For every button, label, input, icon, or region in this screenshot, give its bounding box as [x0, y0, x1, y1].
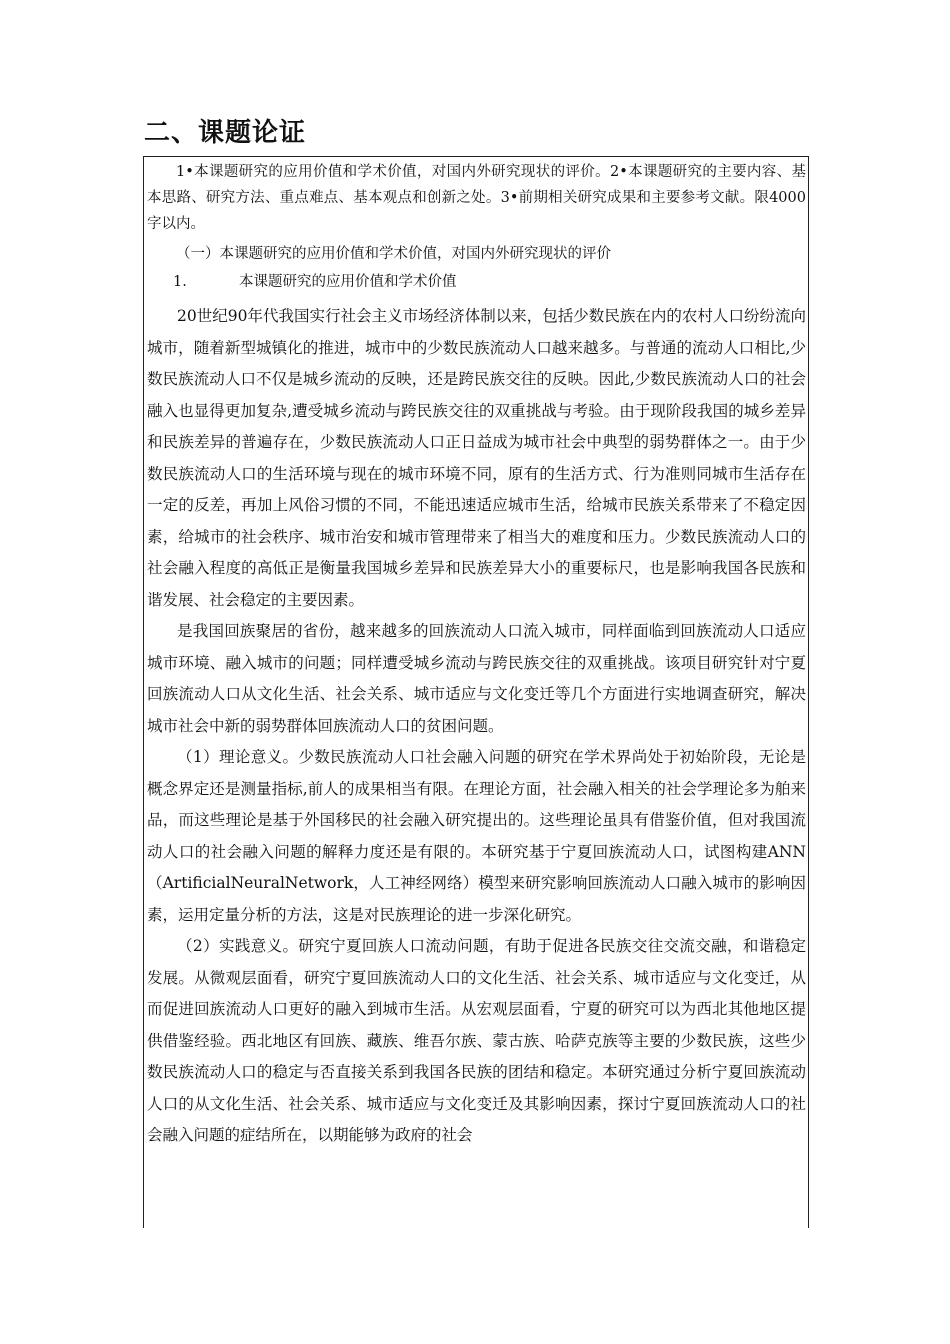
paragraph-practical-significance: （2）实践意义。研究宁夏回族人口流动问题，有助于促进各民族交往交流交融，和谐稳定发展。从微观层面看，研究宁夏回族流动人口的文化生活、社会关系、城市适应与文化变迁，从而促进回族流动人口更好的融入到城市生活。从宏观层面看，宁夏的研究可以为西北其他地区提供借鉴经验。西北地区有回族、藏族、维吾尔族、蒙古族、哈萨克族等主要的少数民族，这些少数民族流动人口的稳定与否直接关系到我国各民族的团结和稳定。本研究通过分析宁夏回族流动人口的从文化生活、社会关系、城市适应与文化变迁及其影响因素，探讨宁夏回族流动人口的社会融入问题的症结所在，以期能够为政府的社会 [147, 937, 806, 1144]
paragraph-background: 20世纪90年代我国实行社会主义市场经济体制以来，包括少数民族在内的农村人口纷纷流向城市，随着新型城镇化的推进，城市中的少数民族流动人口越来越多。与普通的流动人口相比,少数民族流动人口不仅是城乡流动的反映，还是跨民族交往的反映。因此,少数民族流动人口的社会融入也显得更加复杂,遭受城乡流动与跨民族交往的双重挑战与考验。由于现阶段我国的城乡差异和民族差异的普遍存在，少数民族流动人口正日益成为城市社会中典型的弱势群体之一。由于少数民族流动人口的生活环境与现在的城市环境不同，原有的生活方式、行为准则同城市生活存在一定的反差，再加上风俗习惯的不同，不能迅速适应城市生活，给城市民族关系带来了不稳定因素，给城市的社会秩序、城市治安和城市管理带来了相当大的难度和压力。少数民族流动人口的社会融入程度的高低正是衡量我国城乡差异和民族差异大小的重要标尺，也是影响我国各民族和谐发展、社会稳定的主要因素。 [147, 307, 806, 609]
subsection-title: 本课题研究的应用价值和学术价值 [239, 274, 457, 290]
page-title: 二、课题论证 [144, 118, 307, 148]
instructions-text: 1•本课题研究的应用价值和学术价值，对国内外研究现状的评价。2•本课题研究的主要内容、基本思路、研究方法、重点难点、基本观点和创新之处。3•前期相关研究成果和主要参考文献。限4000字以内。 [147, 164, 806, 232]
subsection-heading [147, 269, 806, 295]
form-box [143, 156, 809, 1228]
section-heading: （一）本课题研究的应用价值和学术价值，对国内外研究现状的评价 [176, 246, 611, 262]
paragraph-theoretical-significance: （1）理论意义。少数民族流动人口社会融入问题的研究在学术界尚处于初始阶段，无论是概念界定还是测量指标,前人的成果相当有限。在理论方面，社会融入相关的社会学理论多为舶来品，而这些理论是基于外国移民的社会融入研究提出的。这些理论虽具有借鉴价值，但对我国流动人口的社会融入问题的解释力度还是有限的。本研究基于宁夏回族流动人口，试图构建ANN（ArtificialNeuralNetwork，人工神经网络）模型来研究影响回族流动人口融入城市的影响因素，运用定量分析的方法，这是对民族理论的进一步深化研究。 [147, 748, 806, 924]
paragraph-ningxia: 是我国回族聚居的省份，越来越多的回族流动人口流入城市，同样面临到回族流动人口适应城市环境、融入城市的问题；同样遭受城乡流动与跨民族交往的双重挑战。该项目研究针对宁夏回族流动人口从文化生活、社会关系、城市适应与文化变迁等几个方面进行实地调查研究，解决城市社会中新的弱势群体回族流动人口的贫困问题。 [147, 622, 806, 735]
subsection-number: 1. [173, 274, 187, 290]
form-box-body [144, 157, 808, 1152]
